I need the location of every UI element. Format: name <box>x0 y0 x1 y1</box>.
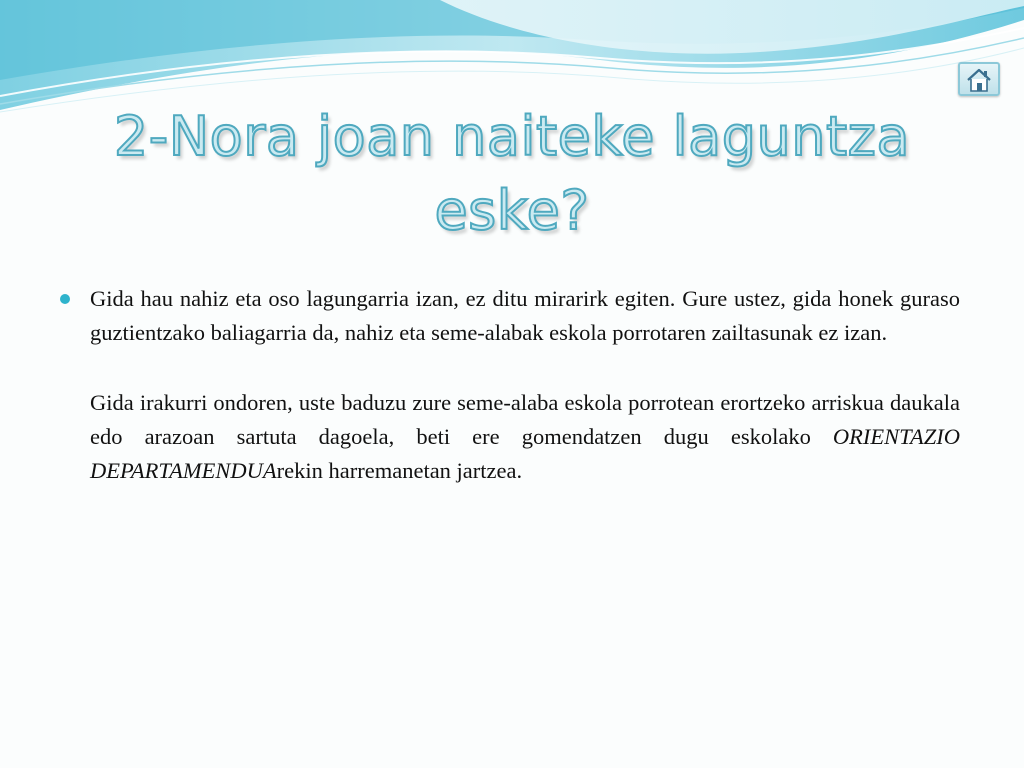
home-icon <box>966 67 992 93</box>
bullet-item <box>60 282 960 350</box>
paragraph-2 <box>90 386 960 488</box>
bullet-dot-icon <box>60 294 70 304</box>
paragraph-1: Gida hau nahiz eta oso lagungarria izan, ez ditu mirarirk egiten. Gure ustez, gida honek guraso guztientzako baliagarria da, nahiz eta seme-alabak eskola porrotaren zailtasunak ez izan. <box>90 286 960 345</box>
home-button[interactable] <box>958 62 1000 96</box>
slide-body <box>60 282 960 488</box>
paragraph-2-tail: rekin harremanetan jartzea. <box>276 458 523 483</box>
paragraph-2-lead: Gida irakurri ondoren, uste baduzu zure seme-alaba eskola porrotean erortzeko arriskua daukala edo arazoan sartuta dagoela, beti ere gomendatzen dugu eskolako <box>90 390 960 449</box>
slide-title: 2-Nora joan naiteke laguntza eske? <box>113 105 911 242</box>
paragraph-2-emphasis: ORIENTAZIO DEPARTAMENDUA <box>90 424 960 483</box>
